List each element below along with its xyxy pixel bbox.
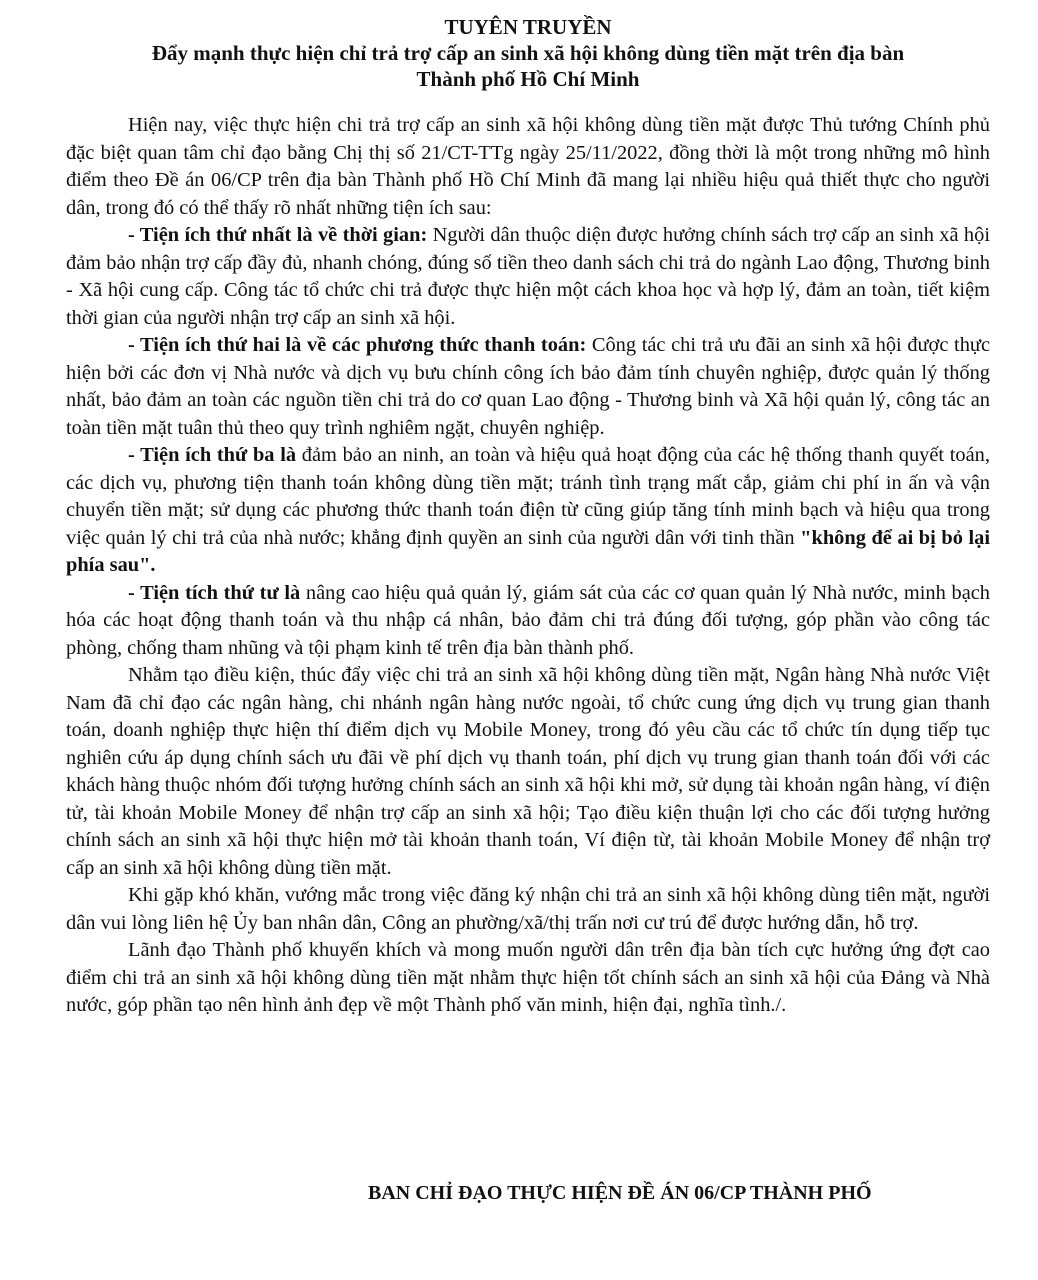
benefit-paragraph-4 (66, 580, 990, 663)
benefit-lead: - Tiện ích thứ ba là (128, 444, 297, 466)
signature-block: BAN CHỈ ĐẠO THỰC HIỆN ĐỀ ÁN 06/CP THÀNH PHỐ (368, 1182, 872, 1204)
document-title: TUYÊN TRUYỀN (444, 15, 612, 39)
document-page (66, 14, 990, 1020)
document-subtitle-line2: Thành phố Hồ Chí Minh (416, 67, 640, 91)
benefit-lead: - Tiện ích thứ hai là về các phương thức thanh toán: (128, 334, 587, 356)
benefit-text: nâng cao hiệu quả quản lý, giám sát của các cơ quan quản lý Nhà nước, minh bạch hóa các hoạt động thanh toán và thu nhập cá nhân, bảo đảm chi trả đúng đối tượng, góp phần vào công tác phòng, chống tham nhũng và tội phạm kinh tế trên địa bàn thành phố. (66, 581, 990, 659)
benefit-paragraph-2 (66, 332, 990, 442)
benefit-paragraph-1 (66, 222, 990, 332)
benefit-text: Công tác chi trả ưu đãi an sinh xã hội được thực hiện bởi các đơn vị Nhà nước và dịch vụ bưu chính công ích bảo đảm tính chuyên nghiệp, được quản lý thống nhất, bảo đảm an toàn các nguồn tiền chi trả do cơ quan Lao động - Thương binh và Xã hội quản lý, công tác an toàn tiền mặt tuân thủ theo quy trình nghiêm ngặt, chuyên nghiệp. (66, 334, 990, 439)
benefit-lead: - Tiện ích thứ nhất là về thời gian: (128, 224, 428, 246)
slogan-emphasis: "không để ai bị bỏ lại phía sau". (66, 526, 990, 576)
document-body (66, 112, 990, 1020)
document-subtitle-line1: Đẩy mạnh thực hiện chỉ trả trợ cấp an sinh xã hội không dùng tiền mặt trên địa bàn (151, 41, 905, 65)
intro-paragraph: Hiện nay, việc thực hiện chi trả trợ cấp an sinh xã hội không dùng tiền mặt được Thủ tướng Chính phủ đặc biệt quan tâm chỉ đạo bằng Chị thị số 21/CT-TTg ngày 25/11/2022, đồng thời là một trong những mô hình điểm theo Đề án 06/CP trên địa bàn Thành phố Hồ Chí Minh đã mang lại nhiều hiệu quả thiết thực cho người dân, trong đó có thể thấy rõ nhất những tiện ích sau: (66, 114, 990, 219)
benefit-paragraph-3 (66, 442, 990, 580)
help-paragraph: Khi gặp khó khăn, vướng mắc trong việc đăng ký nhận chi trả an sinh xã hội không dùng tiên mặt, người dân vui lòng liên hệ Ủy ban nhân dân, Công an phường/xã/thị trấn nơi cư trú để được hướng dẫn, hỗ trợ. (66, 884, 990, 934)
closing-paragraph: Lãnh đạo Thành phố khuyến khích và mong muốn người dân trên địa bàn tích cực hưởng ứng đợt cao điểm chi trả an sinh xã hội không dùng tiền mặt nhằm thực hiện tốt chính sách an sinh xã hội của Đảng và Nhà nước, góp phần tạo nên hình ảnh đẹp về một Thành phố văn minh, hiện đại, nghĩa tình./. (66, 939, 990, 1016)
benefit-text: Người dân thuộc diện được hưởng chính sách trợ cấp an sinh xã hội đảm bảo nhận trợ cấp đầy đủ, nhanh chóng, đúng số tiền theo danh sách chi trả do ngành Lao động, Thương binh - Xã hội cung cấp. Công tác tổ chức chi trả được thực hiện một cách khoa học và hợp lý, đảm an toàn, tiết kiệm thời gian của người nhận trợ cấp an sinh xã hội. (66, 224, 990, 329)
benefit-lead: - Tiện tích thứ tư là (128, 581, 301, 604)
benefit-text: đảm bảo an ninh, an toàn và hiệu quả hoạt động của các hệ thống thanh quyết toán, các dịch vụ, phương tiện thanh toán không dùng tiền mặt; tránh tình trạng mất cắp, giảm chi phí in ấn và vận chuyển tiền mặt; sử dụng các phương thức thanh toán điện từ cũng giúp tăng tính minh bạch và hiệu qua trong việc quản lý chi trả của nhà nước; khẳng định quyền an sinh của người dân với tinh thần (66, 444, 990, 549)
bank-paragraph: Nhằm tạo điều kiện, thúc đẩy việc chi trả an sinh xã hội không dùng tiền mặt, Ngân hàng Nhà nước Việt Nam đã chỉ đạo các ngân hàng, chi nhánh ngân hàng nước ngoài, tổ chức cung ứng dịch vụ trung gian thanh toán, doanh nghiệp thực hiện thí điểm dịch vụ Mobile Money, trong đó yêu cầu các tổ chức tín dụng tiếp tục nghiên cứu áp dụng chính sách ưu đãi về phí dịch vụ thanh toán, phí dịch vụ trung gian thanh toán đối với các khách hàng thuộc nhóm đối tượng hưởng chính sách an sinh xã hội khi mở, sử dụng tài khoản ngân hàng, ví điện tử, tài khoản Mobile Money để nhận trợ cấp an sinh xã hội; Tạo điều kiện thuận lợi cho các đối tượng hưởng chính sách an sinh xã hội thực hiện mở tài khoản thanh toán, Ví điện từ, tài khoản Mobile Money để nhận trợ cấp an sinh xã hội không dùng tiền mặt. (66, 664, 990, 879)
